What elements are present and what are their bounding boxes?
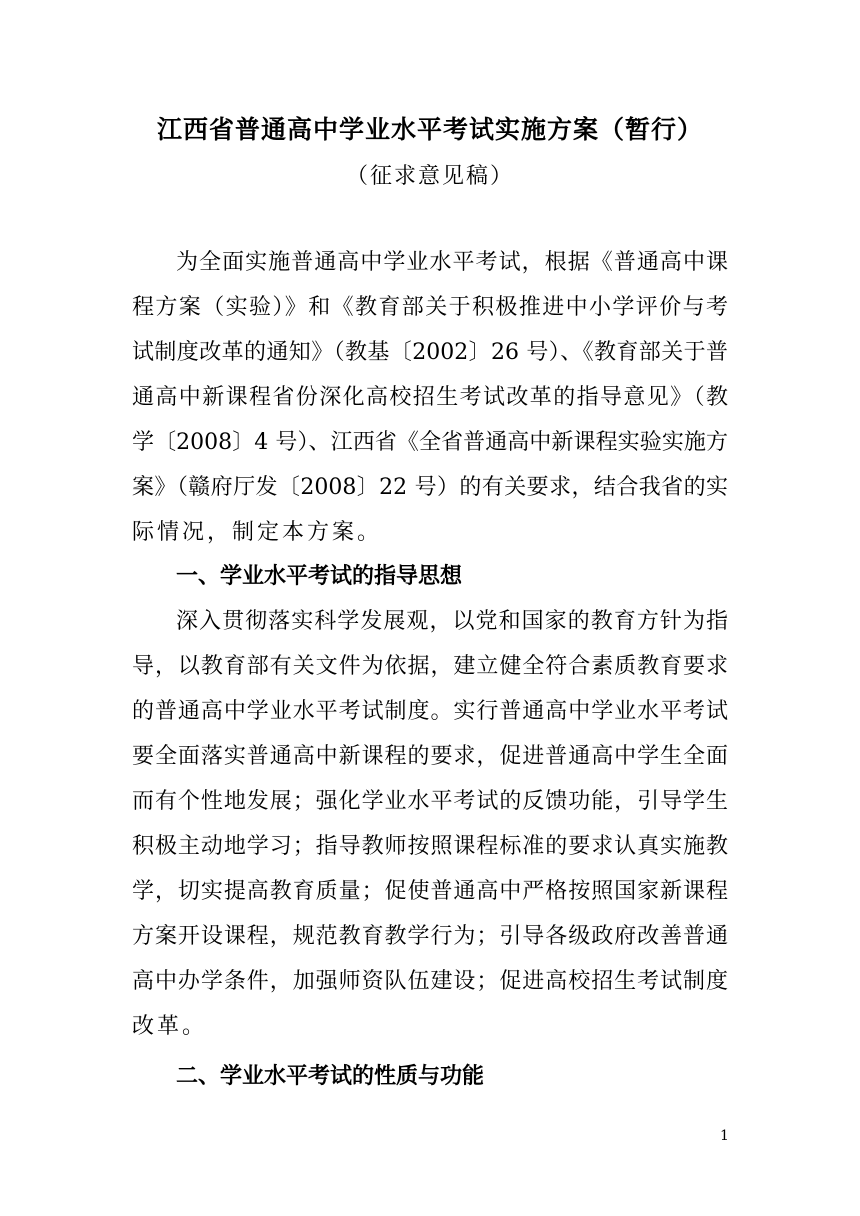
section1-line: 高中办学条件，加强师资队伍建设；促进高校招生考试制度 <box>132 969 728 994</box>
section1-line: 深入贯彻落实科学发展观，以党和国家的教育方针为指 <box>176 609 728 634</box>
section-heading-nature-and-function: 二、学业水平考试的性质与功能 <box>176 1064 485 1089</box>
intro-line: 程方案（实验）》和《教育部关于积极推进中小学评价与考 <box>132 295 728 320</box>
section1-line: 积极主动地学习；指导教师按照课程标准的要求认真实施教 <box>132 834 728 859</box>
section-heading-guiding-ideology: 一、学业水平考试的指导思想 <box>176 564 463 589</box>
section1-line: 要全面落实普通高中新课程的要求，促进普通高中学生全面 <box>132 744 728 769</box>
page-number: 1 <box>720 1128 729 1144</box>
section1-line: 导，以教育部有关文件为依据，建立健全符合素质教育要求 <box>132 654 728 679</box>
intro-line: 案》（赣府厅发〔2008〕22 号）的有关要求，结合我省的实 <box>132 475 728 500</box>
section1-line: 而有个性地发展；强化学业水平考试的反馈功能，引导学生 <box>132 789 728 814</box>
section1-line: 的普通高中学业水平考试制度。实行普通高中学业水平考试 <box>132 699 728 724</box>
intro-line: 通高中新课程省份深化高校招生考试改革的指导意见》（教 <box>132 385 728 410</box>
document-subtitle: （征求意见稿） <box>345 164 514 189</box>
intro-line: 际情况，制定本方案。 <box>132 520 383 545</box>
section1-line: 改革。 <box>132 1014 208 1039</box>
document-title: 江西省普通高中学业水平考试实施方案（暂行） <box>156 115 703 144</box>
intro-line: 学〔2008〕4 号）、江西省《全省普通高中新课程实验实施方 <box>132 430 728 455</box>
section1-line: 方案开设课程，规范教育教学行为；引导各级政府改善普通 <box>132 924 728 949</box>
section1-line: 学，切实提高教育质量；促使普通高中严格按照国家新课程 <box>132 879 728 904</box>
intro-line: 试制度改革的通知》（教基〔2002〕26 号）、《教育部关于普 <box>132 340 728 365</box>
intro-line: 为全面实施普通高中学业水平考试，根据《普通高中课 <box>176 250 728 275</box>
